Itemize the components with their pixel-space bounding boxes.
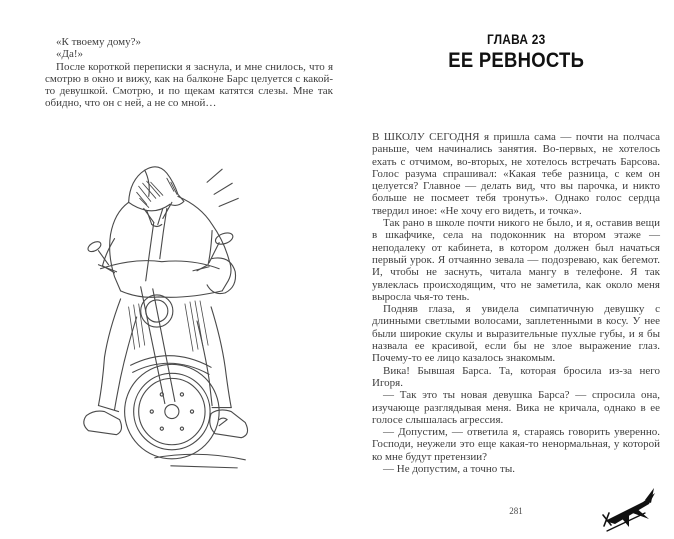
airplane-icon: [599, 487, 663, 533]
dialogue-paragraph: — Не допустим, а точно ты.: [383, 463, 515, 476]
chapter-kicker: ГЛАВА 23: [486, 32, 546, 47]
dialogue-line: «К твоему дому?»: [56, 36, 141, 48]
emphasis-lines-icon: [207, 169, 222, 182]
dialogue-line: «Да!»: [56, 48, 84, 61]
dialogue-paragraph: — Так это ты новая девушка Барса? — спросила она, изучающе разглядывая меня. Вика не кричала, однако в ее голосе слышалась агрессия.: [372, 389, 660, 426]
body-paragraph: Так рано в школе почти никого не было, и я, оставив вещи в шкафчике, села на подоконник на втором этаже — неподалеку от кабинета, в котором должен был начаться первый урок. Я отчаянно зевала — подозреваю, как бегемот. И, чтобы не заснуть, читала мангу в телефоне. Я так увлеклась происходящим, что не заметила, как около меня выросла чья-то тень.: [372, 217, 660, 303]
left-page-text-block: [45, 36, 333, 110]
body-paragraph: Подняв глаза, я увидела симпатичную девушку с длинными светлыми волосами, заплетенными в косу. У нее были широкие скулы и выразительные пухлые губы, и я бы назвала ее красивой, если бы не злое выражение глаз. Почему-то ее лицо казалось знакомым.: [372, 303, 660, 365]
body-paragraph: В ШКОЛУ СЕГОДНЯ я пришла сама — почти на полчаса раньше, чем начинались занятия. Во-первых, не хотелось ехать с отчимом, во-вторых, не хотелось встречать Барсова. Голос разума спрашивал: «Какая тебе разница, с кем он целуется? Главное — делать вид, что вы парочка, и никто больше не посмеет тебя тронуть». Однако голос сердца твердил иное: «Не хочу его видеть, и точка».: [372, 131, 660, 217]
chapter-heading: [372, 32, 660, 73]
right-page-text-block: [372, 131, 660, 475]
dialogue-paragraph: — Допустим, — ответила я, стараясь говорить уверенно. Господи, неужели это еще какая-то ненормальная, у которой ко мне будут претензии?: [372, 426, 660, 463]
motorcycle-rider-illustration: [58, 138, 330, 490]
body-paragraph: Вика! Бывшая Барса. Та, которая бросила из-за него Игоря.: [372, 364, 660, 389]
body-paragraph: После короткой переписки я заснула, и мне снилось, что я смотрю в окно и вижу, как на балконе Барс целуется с какой-то девушкой. Смотрю, и по щекам катятся слезы. Мне так обидно, что он с ней, а не со мной…: [45, 60, 333, 110]
chapter-title: ЕЕ РЕВНОСТЬ: [448, 49, 584, 72]
page-number: 281: [509, 506, 523, 516]
